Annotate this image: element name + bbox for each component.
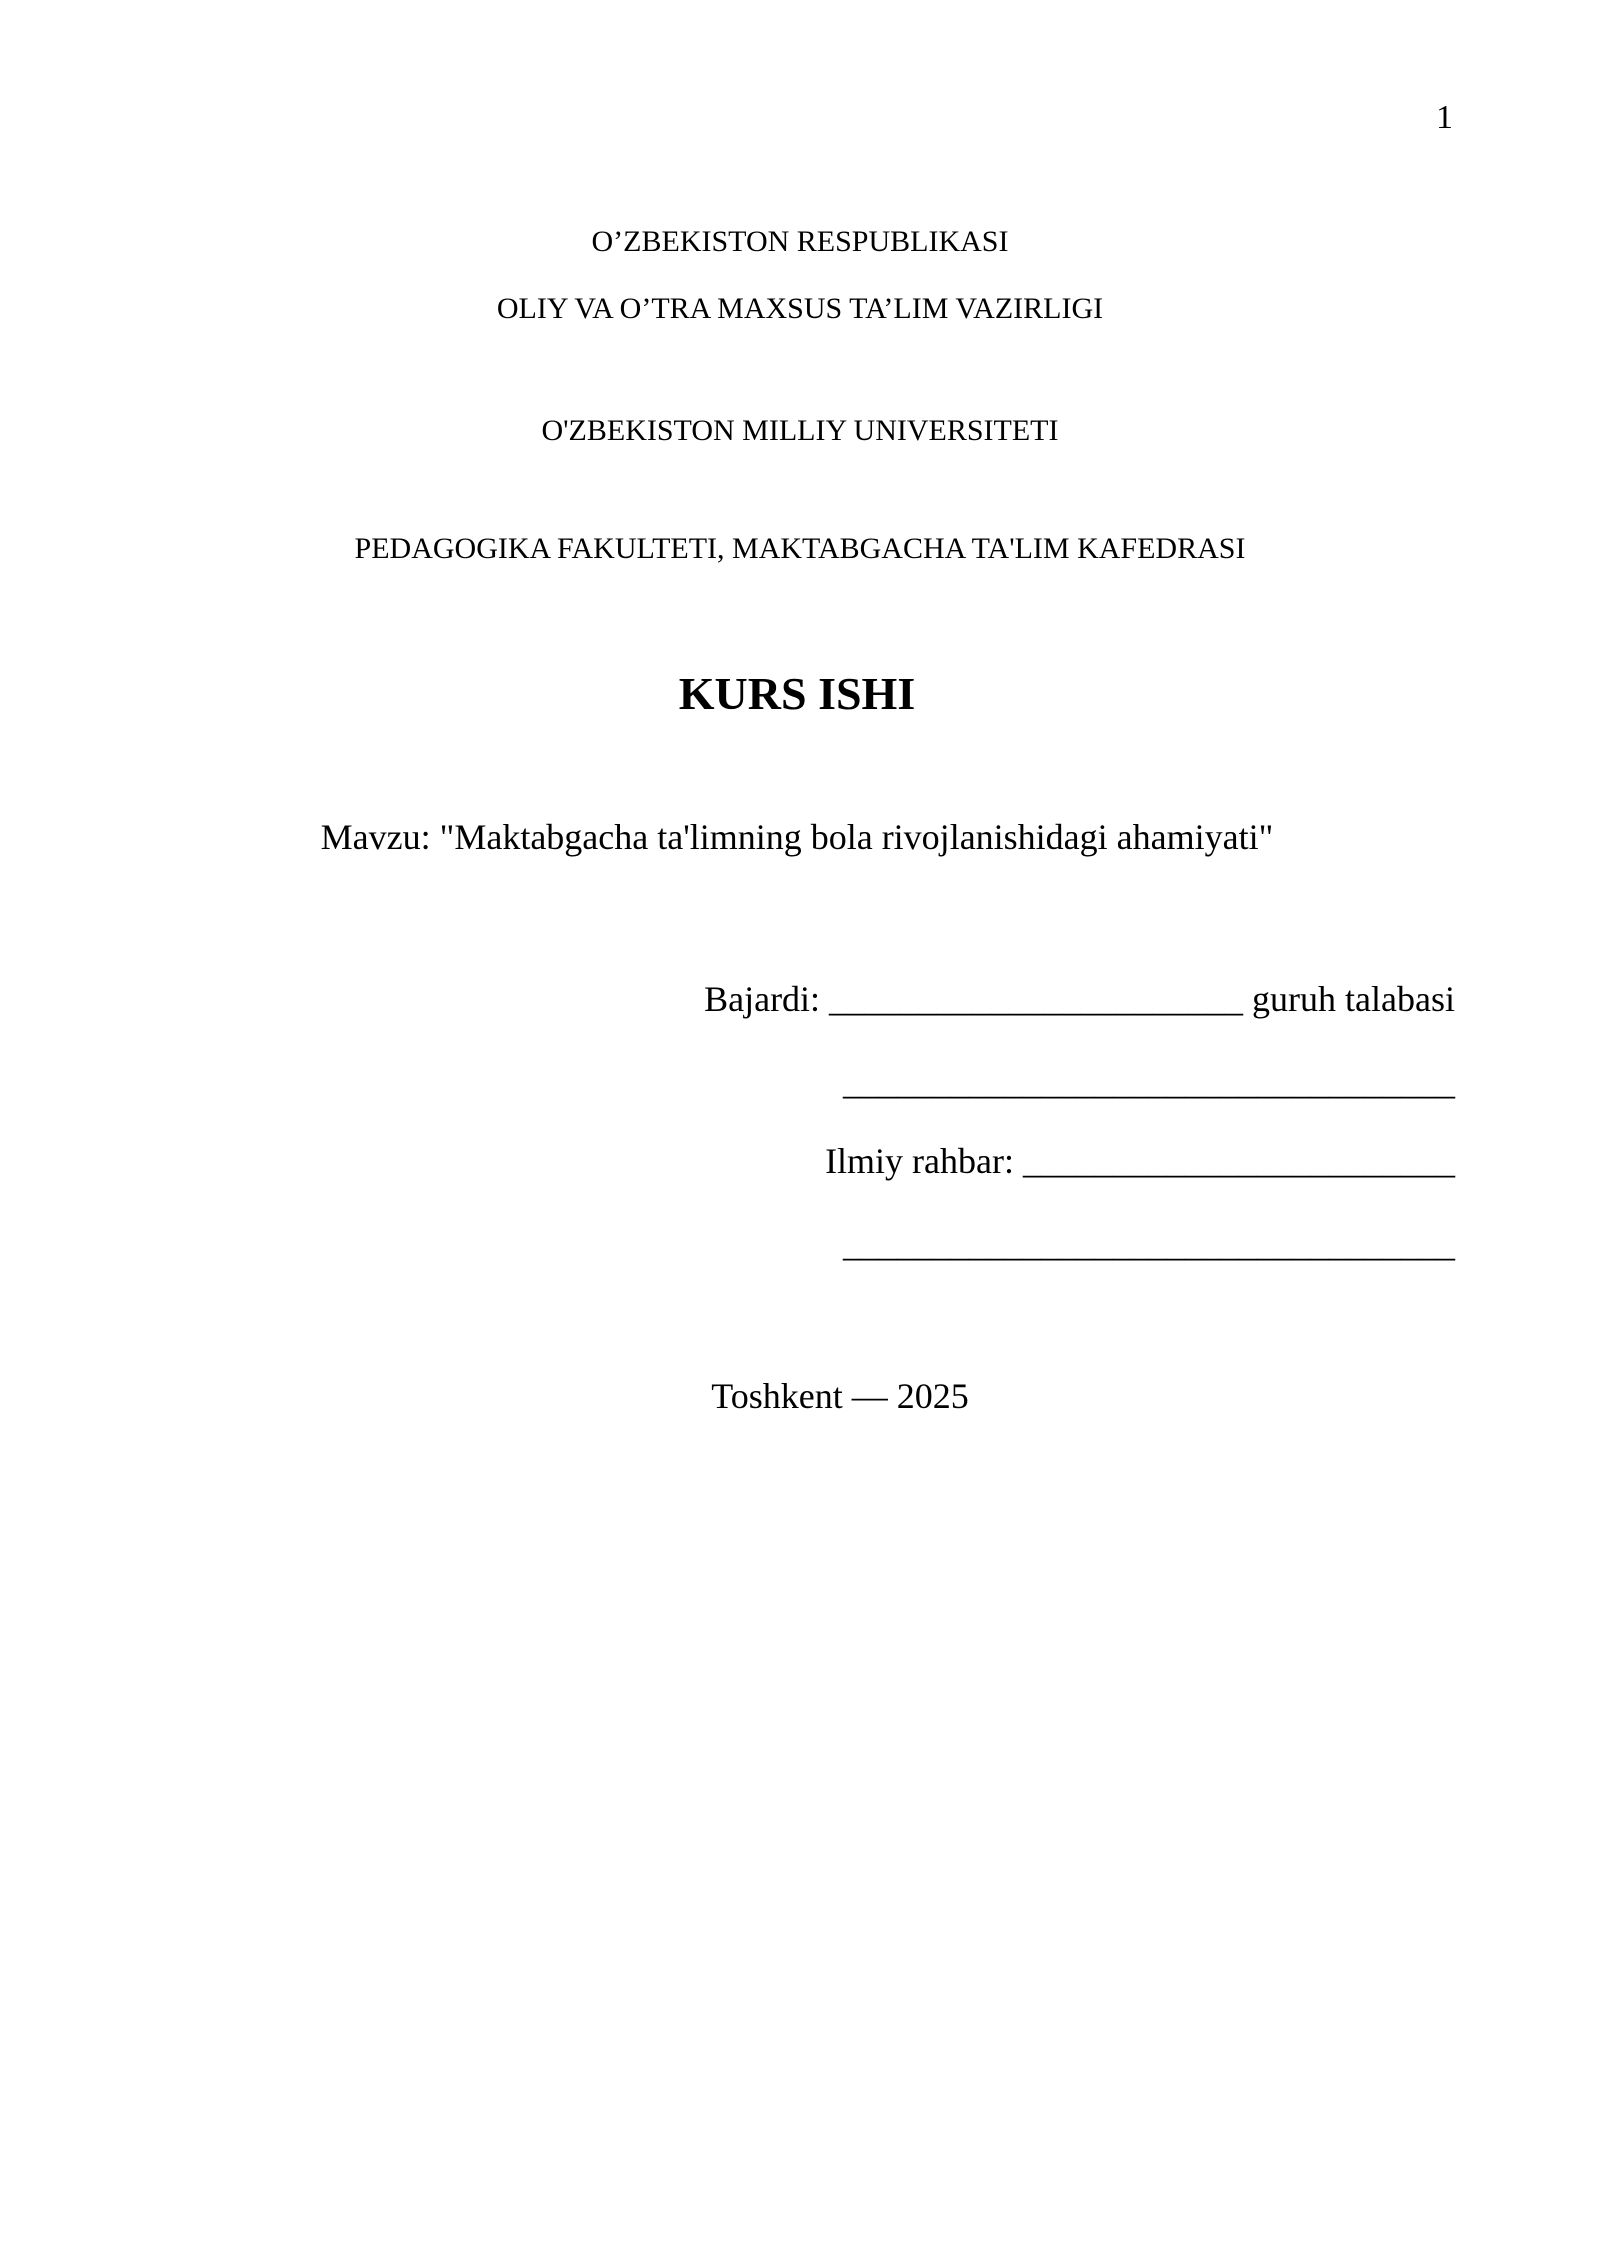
topic-line: Mavzu: "Maktabgacha ta'limning bola rivojlanishidagi ahamiyati" <box>320 817 1274 857</box>
header-ministry: OLIY VA O’TRA MAXSUS TA’LIM VAZIRLIGI <box>496 292 1104 325</box>
document-title: KURS ISHI <box>678 668 916 719</box>
page-number: 1 <box>1436 99 1453 136</box>
header-university: O'ZBEKISTON MILLIY UNIVERSITETI <box>541 414 1059 447</box>
place-year: Toshkent — 2025 <box>711 1376 969 1416</box>
student-signature-line: Bajardi: _______________________ guruh talabasi <box>704 979 1455 1019</box>
header-republic: O’ZBEKISTON RESPUBLIKASI <box>591 225 1009 258</box>
supervisor-name-blank: __________________________________ <box>843 1224 1455 1264</box>
header-faculty: PEDAGOGIKA FAKULTETI, MAKTABGACHA TA'LIM KAFEDRASI <box>354 532 1246 565</box>
student-name-blank: __________________________________ <box>843 1062 1455 1102</box>
supervisor-signature-line: Ilmiy rahbar: ________________________ <box>825 1141 1455 1181</box>
